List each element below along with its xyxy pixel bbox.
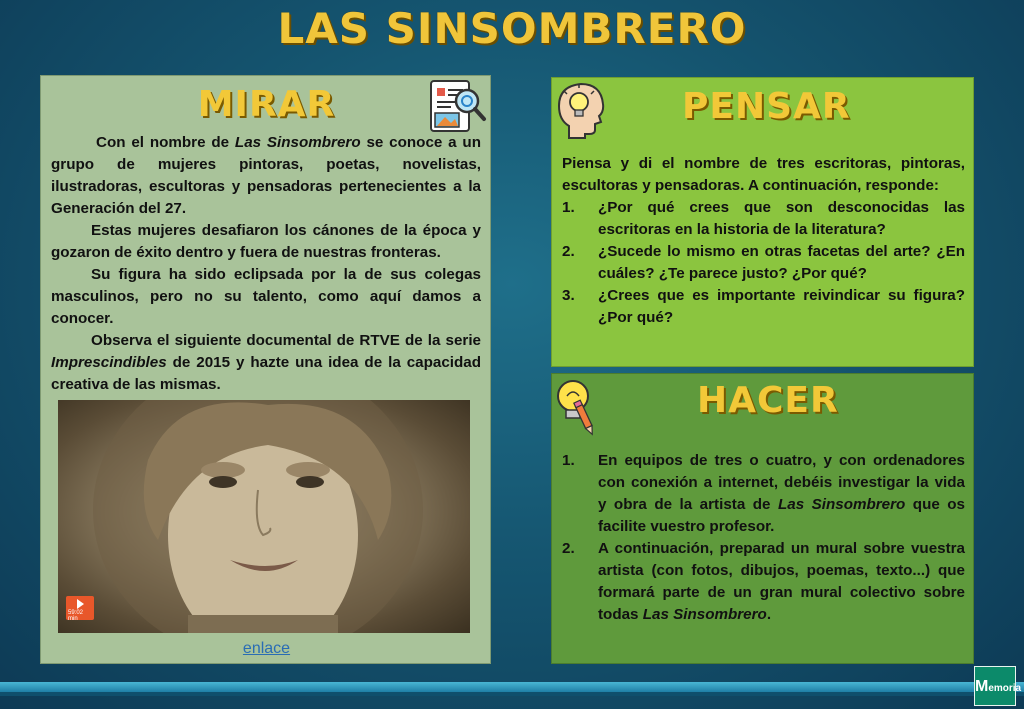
play-icon [66, 597, 94, 611]
pensar-title: PENSAR [682, 86, 851, 127]
list-item: 3. ¿Crees que es importante reivindicar su figura? ¿Por qué? [562, 287, 965, 326]
mirar-title: MIRAR [197, 84, 336, 125]
play-button[interactable] [66, 596, 94, 620]
list-item: 1. En equipos de tres o cuatro, y con ordenadores con conexión a internet, debéis investigar la vida y obra de la artista de Las Sinsombrero que os facilite vuestro profesor. [562, 452, 966, 535]
pensar-list [562, 197, 965, 329]
bottom-stripe [0, 682, 1024, 692]
video-thumbnail[interactable] [58, 400, 470, 633]
hacer-panel [551, 373, 974, 664]
pensar-panel [551, 77, 974, 367]
hacer-text [562, 450, 965, 626]
hacer-list [562, 450, 965, 626]
document-magnifier-icon [429, 79, 487, 135]
lightbulb-pencil-icon [555, 376, 597, 438]
pensar-text [562, 153, 965, 329]
bottom-stripe-dark [0, 692, 1024, 696]
page-title: LAS SINSOMBRERO [277, 4, 747, 53]
memoria-logo: Memoria [974, 666, 1016, 706]
list-item: 2. ¿Sucede lo mismo en otras facetas del arte? ¿En cuáles? ¿Te parece justo? ¿Por qué? [562, 243, 965, 282]
mirar-text: Con el nombre de Las Sinsombrero se conoce a un grupo de mujeres pintoras, poetas, novelistas, ilustradoras, escultoras y pensadoras pertenecientes a la Generación del 27. Estas mujeres desafiaron los cánones de la época y gozaron de éxito dentro y fuera de nuestras fronteras. Su figura ha sido eclipsada por la de sus colegas masculinos, pero no su talento, como aquí damos a conocer. Observa el siguiente documental de RTVE de la serie Imprescindibles de 2015 y hazte una idea de la capacidad creativa de las mismas. [51, 134, 481, 393]
list-item: 1. ¿Por qué crees que son desconocidas las escritoras en la historia de la literatura? [562, 199, 965, 238]
hacer-title: HACER [697, 380, 839, 421]
mirar-panel [40, 75, 491, 664]
head-lightbulb-icon [555, 80, 607, 142]
pensar-intro: Piensa y di el nombre de tres escritoras, pintoras, escultoras y pensadoras. A continuación, responde: [562, 155, 965, 194]
video-link[interactable]: enlace [242, 640, 291, 657]
list-item: 2. A continuación, preparad un mural sobre vuestra artista (con fotos, dibujos, poemas, texto...) que formará parte de un gran mural colectivo sobre todas Las Sinsombrero. [562, 540, 965, 623]
portrait-image [58, 400, 470, 633]
video-duration: 59:02 min [68, 610, 84, 622]
